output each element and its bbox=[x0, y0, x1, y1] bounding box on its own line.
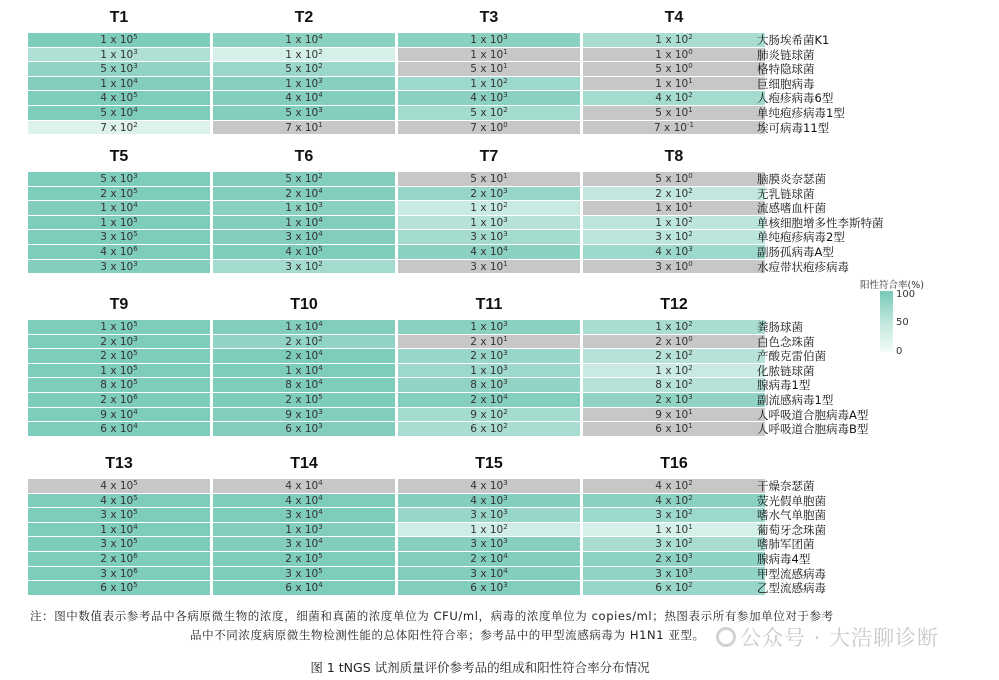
heatmap-cell: 4 x $10^4$ bbox=[213, 479, 395, 494]
heatmap-cell: 3 x $10^5$ bbox=[28, 537, 210, 552]
heatmap-cell: 3 x $10^4$ bbox=[398, 567, 580, 582]
heatmap-cell: 1 x $10^2$ bbox=[583, 320, 765, 335]
heatmap-cell: 4 x $10^4$ bbox=[398, 245, 580, 260]
panel-title-t12: T12 bbox=[660, 296, 688, 313]
heatmap-cell: 3 x $10^3$ bbox=[398, 230, 580, 245]
heatmap-cell: 1 x $10^1$ bbox=[583, 201, 765, 216]
row-label: 人呼吸道合胞病毒B型 bbox=[757, 422, 869, 437]
panel-title-t7: T7 bbox=[479, 148, 499, 165]
heatmap-cell: 1 x $10^3$ bbox=[398, 364, 580, 379]
heatmap-cell: 4 x $10^5$ bbox=[213, 245, 395, 260]
heatmap-cell: 2 x $10^3$ bbox=[398, 349, 580, 364]
row-label: 脑膜炎奈瑟菌 bbox=[757, 172, 826, 186]
heatmap-cell: 2 x $10^2$ bbox=[583, 349, 765, 364]
panel-title-t11: T11 bbox=[475, 296, 503, 313]
heatmap-cell: 3 x $10^2$ bbox=[583, 537, 765, 552]
heatmap-cell: 4 x $10^5$ bbox=[28, 494, 210, 509]
heatmap-cell: 2 x $10^4$ bbox=[213, 349, 395, 364]
row-label: 嗜水气单胞菌 bbox=[757, 508, 826, 523]
heatmap-cell: 3 x $10^1$ bbox=[398, 260, 580, 275]
row-label: 副肠孤病毒A型 bbox=[757, 245, 834, 259]
heatmap-cell: 3 x $10^6$ bbox=[28, 567, 210, 582]
legend-title: 阳性符合率(%) bbox=[860, 280, 924, 291]
heatmap-cell: 4 x $10^3$ bbox=[398, 494, 580, 509]
row-label: 水痘带状疱疹病毒 bbox=[757, 259, 849, 274]
heatmap-cell: 5 x $10^1$ bbox=[583, 106, 765, 121]
heatmap-cell: 2 x $10^4$ bbox=[398, 393, 580, 408]
row-label: 人呼吸道合胞病毒A型 bbox=[757, 407, 869, 422]
heatmap-cell: 3 x $10^4$ bbox=[213, 508, 395, 523]
heatmap-cell: 2 x $10^6$ bbox=[28, 552, 210, 567]
row-label: 白色念珠菌 bbox=[757, 334, 815, 349]
heatmap-cell: 1 x $10^3$ bbox=[28, 48, 210, 63]
heatmap-cell: 4 x $10^6$ bbox=[28, 245, 210, 260]
heatmap-cell: 6 x $10^2$ bbox=[583, 581, 765, 596]
row-label: 流感嗜血杆菌 bbox=[757, 201, 826, 216]
heatmap-cell: 3 x $10^4$ bbox=[213, 230, 395, 245]
panel-title-t9: T9 bbox=[109, 296, 129, 313]
heatmap-cell: 1 x $10^2$ bbox=[398, 523, 580, 538]
heatmap-cell: 5 x $10^0$ bbox=[583, 62, 765, 77]
row-label: 腺病毒1型 bbox=[757, 378, 811, 393]
panel-title-t10: T10 bbox=[290, 296, 318, 313]
heatmap-cell: 1 x $10^2$ bbox=[583, 364, 765, 379]
row-label: 荧光假单胞菌 bbox=[757, 493, 826, 508]
legend-tick-mid: 50 bbox=[896, 317, 909, 328]
heatmap-cell: 1 x $10^4$ bbox=[213, 33, 395, 48]
watermark bbox=[716, 622, 939, 652]
heatmap-cell: 1 x $10^4$ bbox=[28, 77, 210, 92]
heatmap-cell: 9 x $10^2$ bbox=[398, 408, 580, 423]
heatmap-cell: 6 x $10^2$ bbox=[398, 422, 580, 437]
row-label: 粪肠球菌 bbox=[757, 320, 803, 334]
heatmap-cell: 5 x $10^0$ bbox=[583, 172, 765, 187]
heatmap-cell: 1 x $10^5$ bbox=[28, 364, 210, 379]
watermark-text: 公众号 · 大浩聊诊断 bbox=[740, 626, 940, 650]
heatmap-cell: 4 x $10^4$ bbox=[213, 494, 395, 509]
heatmap-cell: 2 x $10^5$ bbox=[28, 349, 210, 364]
heatmap-cell: 6 x $10^3$ bbox=[213, 422, 395, 437]
heatmap-cell: 5 x $10^3$ bbox=[213, 106, 395, 121]
heatmap-cell: 1 x $10^4$ bbox=[213, 216, 395, 231]
heatmap-cell: 1 x $10^3$ bbox=[398, 216, 580, 231]
row-label: 乙型流感病毒 bbox=[757, 581, 826, 596]
heatmap-cell: 9 x $10^1$ bbox=[583, 408, 765, 423]
heatmap-cell: 4 x $10^3$ bbox=[583, 245, 765, 260]
heatmap-cell: 7 x $10^{-1}$ bbox=[583, 121, 765, 136]
heatmap-cell: 3 x $10^2$ bbox=[583, 230, 765, 245]
panel-title-t5: T5 bbox=[109, 148, 129, 165]
row-label: 化脓链球菌 bbox=[757, 363, 815, 378]
heatmap-cell: 2 x $10^2$ bbox=[213, 335, 395, 350]
row-label: 副流感病毒1型 bbox=[757, 393, 834, 407]
panel-title-t15: T15 bbox=[475, 455, 503, 472]
row-label: 产酸克雷伯菌 bbox=[757, 349, 826, 364]
heatmap-cell: 1 x $10^3$ bbox=[213, 523, 395, 538]
heatmap-cell: 5 x $10^4$ bbox=[28, 106, 210, 121]
row-label: 肺炎链球菌 bbox=[757, 47, 815, 62]
heatmap-cell: 1 x $10^3$ bbox=[398, 320, 580, 335]
heatmap-cell: 4 x $10^3$ bbox=[398, 91, 580, 106]
heatmap-cell: 4 x $10^3$ bbox=[398, 479, 580, 494]
heatmap-cell: 2 x $10^3$ bbox=[583, 552, 765, 567]
heatmap-cell: 2 x $10^3$ bbox=[398, 187, 580, 202]
heatmap-cell: 1 x $10^4$ bbox=[213, 320, 395, 335]
heatmap-cell: 1 x $10^2$ bbox=[398, 77, 580, 92]
panel-title-t6: T6 bbox=[294, 148, 314, 165]
heatmap-cell: 1 x $10^2$ bbox=[213, 48, 395, 63]
heatmap-cell: 1 x $10^5$ bbox=[28, 33, 210, 48]
row-label: 葡萄牙念珠菌 bbox=[757, 522, 826, 537]
panel-title-t14: T14 bbox=[290, 455, 318, 472]
heatmap-cell: 2 x $10^0$ bbox=[583, 335, 765, 350]
heatmap-cell: 8 x $10^5$ bbox=[28, 378, 210, 393]
row-label: 无乳链球菌 bbox=[757, 186, 815, 201]
heatmap-cell: 2 x $10^5$ bbox=[213, 393, 395, 408]
heatmap-cell: 5 x $10^3$ bbox=[28, 62, 210, 77]
heatmap-cell: 3 x $10^4$ bbox=[213, 537, 395, 552]
heatmap-cell: 6 x $10^4$ bbox=[213, 581, 395, 596]
heatmap-cell: 5 x $10^1$ bbox=[398, 172, 580, 187]
heatmap-cell: 5 x $10^3$ bbox=[28, 172, 210, 187]
row-label: 单核细胞增多性李斯特菌 bbox=[757, 215, 884, 230]
heatmap-cell: 4 x $10^5$ bbox=[28, 479, 210, 494]
panel-title-t3: T3 bbox=[479, 9, 499, 26]
heatmap-cell: 3 x $10^3$ bbox=[583, 567, 765, 582]
heatmap-cell: 5 x $10^1$ bbox=[398, 62, 580, 77]
heatmap-cell: 1 x $10^5$ bbox=[28, 320, 210, 335]
row-label: 巨细胞病毒 bbox=[757, 76, 815, 91]
heatmap-cell: 2 x $10^2$ bbox=[583, 187, 765, 202]
heatmap-cell: 1 x $10^1$ bbox=[583, 523, 765, 538]
row-label: 大肠埃希菌K1 bbox=[757, 33, 830, 47]
row-label: 嗜肺军团菌 bbox=[757, 537, 815, 552]
heatmap-cell: 4 x $10^5$ bbox=[28, 91, 210, 106]
row-label: 甲型流感病毒 bbox=[757, 566, 826, 581]
row-label: 单纯疱疹病毒2型 bbox=[757, 230, 845, 245]
legend-tick-min: 0 bbox=[896, 346, 903, 357]
heatmap-cell: 2 x $10^4$ bbox=[398, 552, 580, 567]
heatmap-cell: 9 x $10^3$ bbox=[213, 408, 395, 423]
heatmap-cell: 1 x $10^4$ bbox=[28, 523, 210, 538]
heatmap-cell: 3 x $10^5$ bbox=[28, 230, 210, 245]
heatmap-cell: 2 x $10^4$ bbox=[213, 187, 395, 202]
heatmap-cell: 1 x $10^1$ bbox=[583, 77, 765, 92]
footnote-line-1: 注：图中数值表示参考品中各病原微生物的浓度，细菌和真菌的浓度单位为 CFU/ml，病毒的浓度单位为 copies/ml；热图表示所有参加单位对于参考 bbox=[30, 609, 834, 623]
row-label: 埃可病毒11型 bbox=[757, 120, 830, 135]
heatmap-cell: 2 x $10^6$ bbox=[28, 393, 210, 408]
panel-title-t2: T2 bbox=[294, 9, 314, 26]
row-label: 腺病毒4型 bbox=[757, 552, 811, 566]
heatmap-cell: 6 x $10^5$ bbox=[28, 581, 210, 596]
heatmap-cell: 1 x $10^3$ bbox=[213, 77, 395, 92]
heatmap-cell: 8 x $10^2$ bbox=[583, 378, 765, 393]
row-label: 单纯疱疹病毒1型 bbox=[757, 106, 845, 120]
heatmap-cell: 1 x $10^4$ bbox=[28, 201, 210, 216]
row-label: 干燥奈瑟菌 bbox=[757, 479, 815, 493]
heatmap-cell: 2 x $10^5$ bbox=[213, 552, 395, 567]
heatmap-cell: 3 x $10^3$ bbox=[398, 508, 580, 523]
heatmap-cell: 7 x $10^0$ bbox=[398, 121, 580, 136]
heatmap-cell: 8 x $10^4$ bbox=[213, 378, 395, 393]
heatmap-cell: 4 x $10^2$ bbox=[583, 91, 765, 106]
legend-gradient-bar bbox=[880, 291, 893, 352]
heatmap-cell: 1 x $10^2$ bbox=[398, 201, 580, 216]
heatmap-cell: 9 x $10^4$ bbox=[28, 408, 210, 423]
heatmap-cell: 5 x $10^2$ bbox=[213, 172, 395, 187]
heatmap-cell: 6 x $10^1$ bbox=[583, 422, 765, 437]
footnote-line-2: 品中不同浓度病原微生物检测性能的总体阳性符合率；参考品中的甲型流感病毒为 H1N1 亚型。 bbox=[190, 628, 705, 642]
heatmap-cell: 5 x $10^2$ bbox=[213, 62, 395, 77]
heatmap-cell: 1 x $10^4$ bbox=[213, 364, 395, 379]
heatmap-cell: 7 x $10^1$ bbox=[213, 121, 395, 136]
panel-title-t13: T13 bbox=[105, 455, 133, 472]
panel-title-t4: T4 bbox=[664, 9, 684, 26]
legend-tick-max: 100 bbox=[896, 289, 916, 300]
heatmap-cell: 3 x $10^0$ bbox=[583, 260, 765, 275]
heatmap-cell: 2 x $10^1$ bbox=[398, 335, 580, 350]
figure-caption: 图 1 tNGS 试剂质量评价参考品的组成和阳性符合率分布情况 bbox=[310, 660, 650, 675]
panel-title-t1: T1 bbox=[109, 9, 129, 26]
heatmap-cell: 3 x $10^3$ bbox=[28, 260, 210, 275]
heatmap-cell: 1 x $10^1$ bbox=[398, 48, 580, 63]
heatmap-cell: 4 x $10^2$ bbox=[583, 479, 765, 494]
heatmap-cell: 1 x $10^2$ bbox=[583, 216, 765, 231]
heatmap-cell: 8 x $10^3$ bbox=[398, 378, 580, 393]
wechat-icon bbox=[716, 627, 736, 647]
heatmap-cell: 6 x $10^3$ bbox=[398, 581, 580, 596]
row-label: 人疱疹病毒6型 bbox=[757, 91, 834, 106]
heatmap-cell: 2 x $10^5$ bbox=[28, 187, 210, 202]
heatmap-cell: 5 x $10^2$ bbox=[398, 106, 580, 121]
heatmap-cell: 2 x $10^3$ bbox=[28, 335, 210, 350]
heatmap-cell: 3 x $10^2$ bbox=[583, 508, 765, 523]
heatmap-cell: 2 x $10^3$ bbox=[583, 393, 765, 408]
heatmap-cell: 1 x $10^2$ bbox=[583, 33, 765, 48]
heatmap-cell: 3 x $10^5$ bbox=[28, 508, 210, 523]
row-label: 格特隐球菌 bbox=[757, 62, 815, 77]
heatmap-cell: 1 x $10^3$ bbox=[398, 33, 580, 48]
heatmap-cell: 1 x $10^5$ bbox=[28, 216, 210, 231]
heatmap-cell: 1 x $10^3$ bbox=[213, 201, 395, 216]
panel-title-t8: T8 bbox=[664, 148, 684, 165]
heatmap-cell: 7 x $10^2$ bbox=[28, 121, 210, 136]
panel-title-t16: T16 bbox=[660, 455, 688, 472]
heatmap-cell: 1 x $10^0$ bbox=[583, 48, 765, 63]
heatmap-cell: 3 x $10^5$ bbox=[213, 567, 395, 582]
heatmap-cell: 3 x $10^3$ bbox=[398, 537, 580, 552]
heatmap-cell: 4 x $10^2$ bbox=[583, 494, 765, 509]
heatmap-cell: 6 x $10^4$ bbox=[28, 422, 210, 437]
heatmap-cell: 3 x $10^2$ bbox=[213, 260, 395, 275]
heatmap-cell: 4 x $10^4$ bbox=[213, 91, 395, 106]
